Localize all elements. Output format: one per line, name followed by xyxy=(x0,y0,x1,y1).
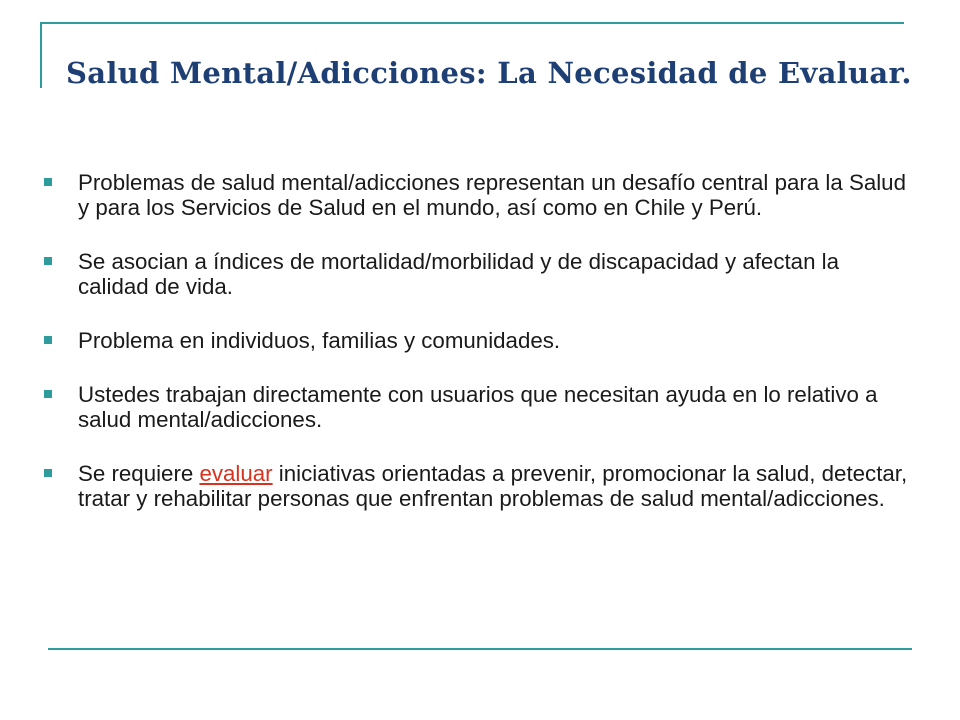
bottom-border-line xyxy=(48,648,912,650)
bullet-text: Ustedes trabajan directamente con usuarios que necesitan ayuda en lo relativo a salud mental/adicciones. xyxy=(78,382,878,432)
square-bullet-icon xyxy=(44,257,52,265)
bullet-item xyxy=(44,382,914,432)
square-bullet-icon xyxy=(44,390,52,398)
bullet-text-after: iniciativas orientadas a prevenir, promocionar la salud, detectar, tratar y rehabilitar personas que enfrentan problemas de salud mental/adicciones. xyxy=(78,461,908,511)
left-border-line xyxy=(40,22,42,88)
bullet-text-before: Se requiere xyxy=(78,461,200,486)
bullet-list xyxy=(44,170,914,540)
square-bullet-icon xyxy=(44,336,52,344)
bullet-text: Problemas de salud mental/adicciones representan un desafío central para la Salud y para los Servicios de Salud en el mundo, así como en Chile y Perú. xyxy=(78,170,906,220)
slide-title: Salud Mental/Adicciones: La Necesidad de Evaluar. xyxy=(66,56,912,90)
square-bullet-icon xyxy=(44,178,52,186)
square-bullet-icon xyxy=(44,469,52,477)
bullet-item xyxy=(44,249,914,299)
bullet-text: Problema en individuos, familias y comunidades. xyxy=(78,328,561,353)
bullet-text: Se asocian a índices de mortalidad/morbilidad y de discapacidad y afectan la calidad de vida. xyxy=(78,249,840,299)
evaluar-link[interactable]: evaluar xyxy=(199,461,273,486)
bullet-item xyxy=(44,328,914,353)
top-border-line xyxy=(40,22,904,24)
bullet-item xyxy=(44,170,914,220)
bullet-item xyxy=(44,461,914,511)
